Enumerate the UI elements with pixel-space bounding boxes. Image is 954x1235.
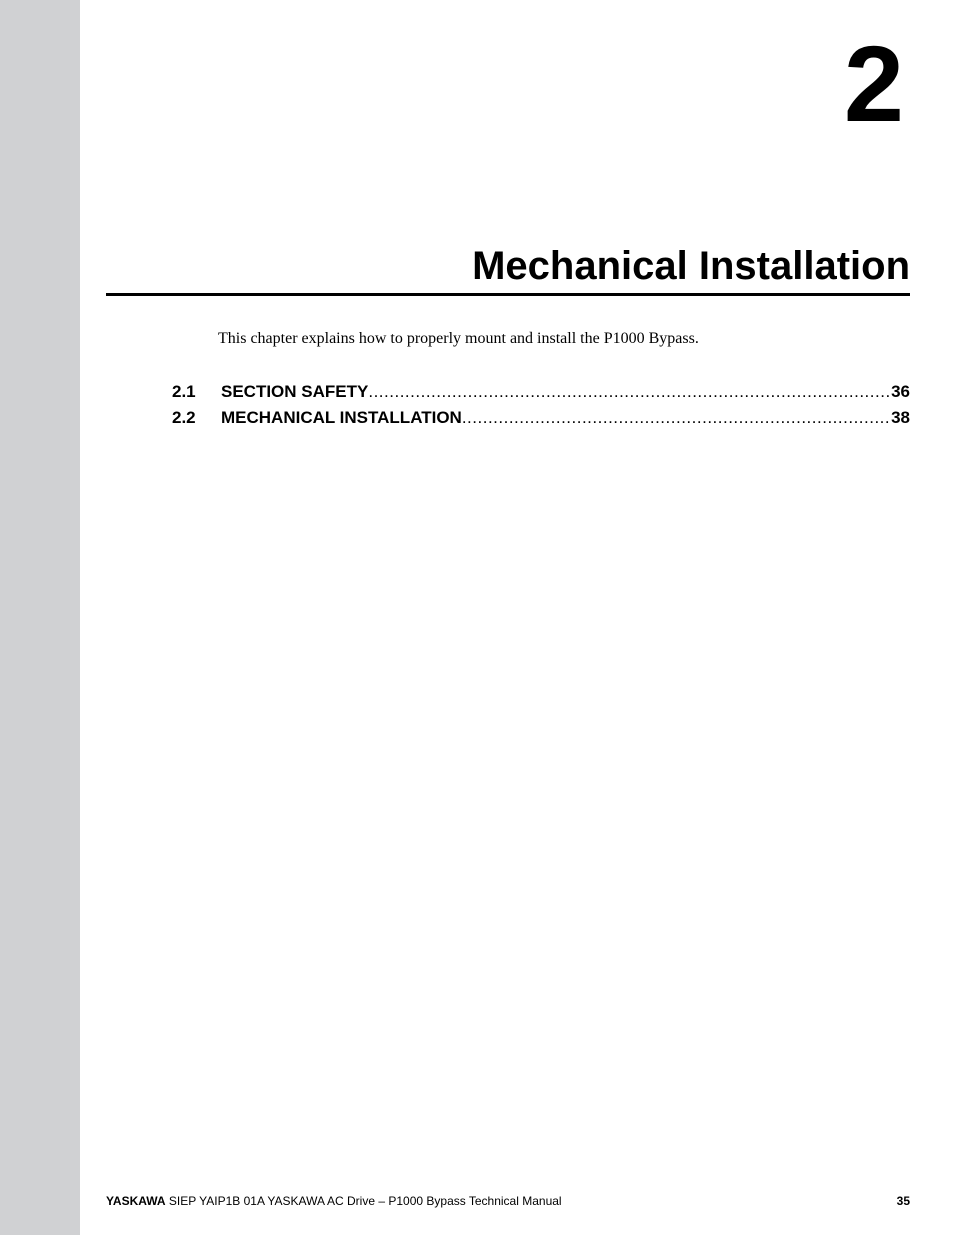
title-underline-rule — [106, 293, 910, 296]
toc-entry-page: 38 — [891, 408, 910, 427]
toc-dot-leader — [368, 382, 891, 402]
table-of-contents — [172, 382, 910, 434]
footer-brand: YASKAWA — [106, 1194, 166, 1208]
toc-entry-mechanical-installation[interactable] — [172, 408, 910, 434]
toc-entry-page: 36 — [891, 382, 910, 401]
toc-entry-label: MECHANICAL INSTALLATION — [221, 408, 462, 427]
footer-document-info — [106, 1194, 562, 1208]
footer-page-number: 35 — [896, 1194, 910, 1208]
toc-entry-label: SECTION SAFETY — [221, 382, 369, 401]
chapter-intro-text: This chapter explains how to properly mount and install the P1000 Bypass. — [218, 330, 699, 347]
toc-entry-number: 2.1 — [172, 382, 196, 401]
toc-entry-section-safety[interactable] — [172, 382, 910, 408]
side-margin-band — [0, 0, 80, 1235]
chapter-title: Mechanical Installation — [472, 244, 910, 288]
toc-entry-number: 2.2 — [172, 408, 196, 427]
footer-manual-title: SIEP YAIP1B 01A YASKAWA AC Drive – P1000 Bypass Technical Manual — [165, 1194, 562, 1208]
toc-dot-leader — [462, 408, 891, 428]
chapter-number: 2 — [843, 23, 902, 144]
